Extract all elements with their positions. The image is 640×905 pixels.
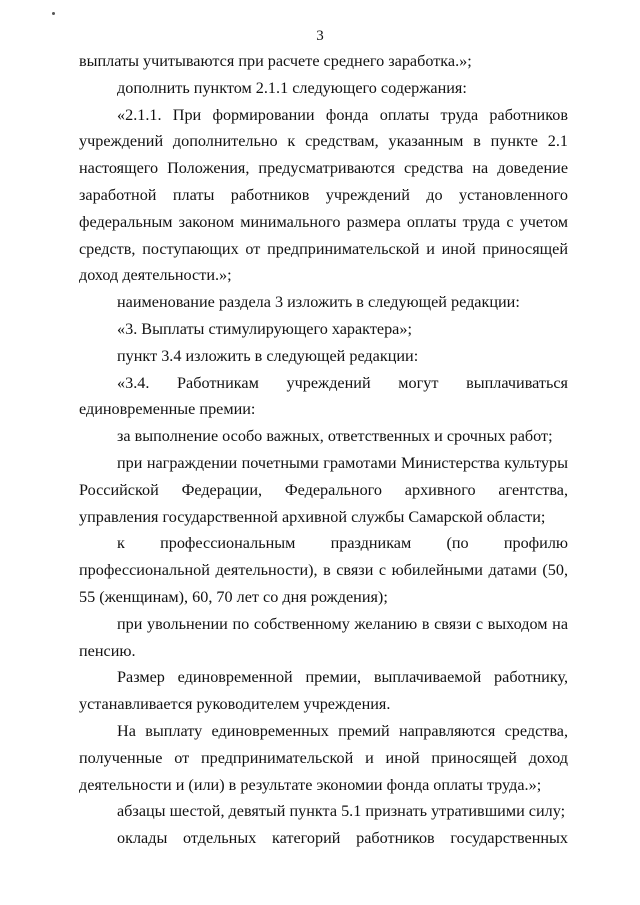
paragraph-4: наименование раздела 3 изложить в следующей редакции:: [117, 293, 520, 312]
document-body: [79, 48, 568, 852]
paragraph-11: при увольнении по собственному желанию в связи с выходом на пенсию.: [79, 614, 568, 660]
paragraph-9: при награждении почетными грамотами Министерства культуры Российской Федерации, Федерального архивного агентства, управления государственной архивной службы Самарской области;: [79, 453, 568, 526]
scan-mark: [52, 12, 55, 15]
paragraph-1: выплаты учитываются при расчете среднего заработка.»;: [79, 52, 472, 70]
paragraph-5: «3. Выплаты стимулирующего характера»;: [117, 319, 412, 338]
paragraph-13: На выплату единовременных премий направляются средства, полученные от предпринимательской и иной приносящей доход деятельности и (или) в результате экономии фонда оплаты труда.»;: [79, 721, 568, 794]
paragraph-2: дополнить пунктом 2.1.1 следующего содержания:: [117, 78, 467, 97]
page-number: 3: [316, 28, 324, 44]
paragraph-3: «2.1.1. При формировании фонда оплаты труда работников учреждений дополнительно к средствам, указанным в пункте 2.1 настоящего Положения, предусматриваются средства на доведение заработной платы работников учреждений до установленного федеральным законом минимального размера оплаты труда с учетом средств, поступающих от предпринимательской и иной приносящей доход деятельности.»;: [79, 105, 568, 285]
paragraph-10: к профессиональным праздникам (по профилю профессиональной деятельности), в связи с юбилейными датами (50, 55 (женщинам), 60, 70 лет со дня рождения);: [79, 534, 568, 606]
paragraph-8: за выполнение особо важных, ответственных и срочных работ;: [117, 427, 553, 446]
paragraph-7: «3.4. Работникам учреждений могут выплачиваться единовременные премии:: [79, 373, 568, 419]
paragraph-6: пункт 3.4 изложить в следующей редакции:: [117, 346, 419, 365]
paragraph-12: Размер единовременной премии, выплачиваемой работнику, устанавливается руководителем учреждения.: [79, 668, 568, 714]
paragraph-14: абзацы шестой, девятый пункта 5.1 признать утратившими силу;: [117, 802, 566, 821]
paragraph-15: оклады отдельных категорий работников государственных: [117, 829, 568, 848]
